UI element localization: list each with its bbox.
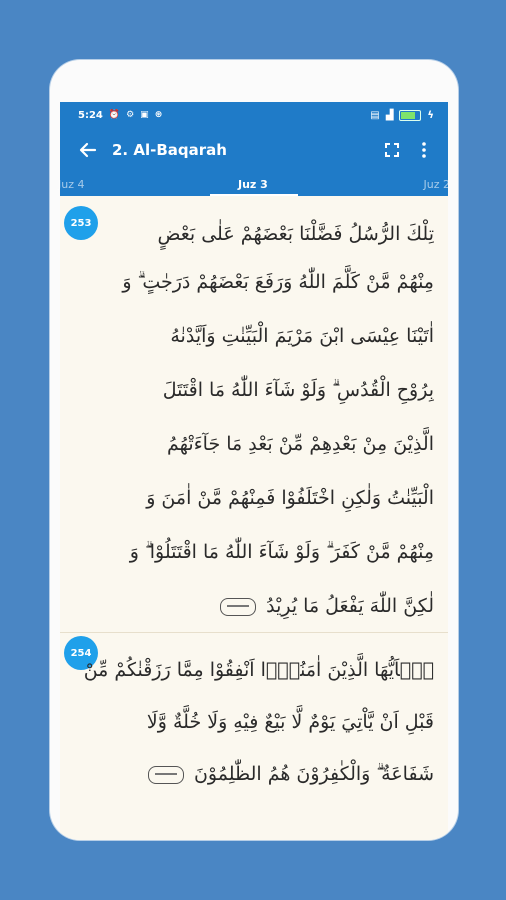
fullscreen-button[interactable]	[376, 134, 408, 166]
ayah-line: تِلْكَ الرُّسُلُ فَضَّلْنَا بَعْضَهُمْ عَلٰى بَعْضٍ	[157, 223, 434, 245]
tab-indicator	[210, 194, 298, 196]
ayah-line: اٰتَيْنَا عِيْسَى ابْنَ مَرْيَمَ الْبَيِّنٰتِ وَاَيَّدْنٰهُ	[170, 325, 434, 347]
status-system-icons	[370, 110, 434, 121]
tab-juz-4[interactable]: Juz 4	[58, 177, 85, 191]
signal-icon: ▟	[385, 109, 394, 121]
status-notification-icons	[109, 110, 162, 120]
app-notification-icon: ▣	[140, 110, 149, 120]
tab-juz-3[interactable]: Juz 3	[238, 177, 268, 191]
back-button[interactable]	[68, 130, 108, 170]
overflow-menu-button[interactable]	[408, 134, 440, 166]
app-bar	[60, 102, 448, 196]
ayah-line: يٰۤاَيُّهَا الَّذِيْنَ اٰمَنُوْۤا اَنْفِقُوْا مِمَّا رَزَقْنٰكُمْ مِّنْ	[83, 659, 434, 681]
battery-icon	[399, 110, 421, 121]
app-screen	[60, 102, 448, 840]
battery-fill	[401, 112, 415, 119]
arrow-left-icon	[79, 141, 97, 159]
ayah-end-marker-icon	[220, 598, 256, 616]
ayah-line: قَبْلِ اَنْ يَّاْتِيَ يَوْمٌ لَّا بَيْعٌ فِيْهِ وَلَا خُلَّةٌ وَّلَا	[146, 711, 434, 733]
ayah-line	[184, 586, 434, 626]
fullscreen-icon	[384, 142, 400, 158]
status-time: 5:24	[78, 109, 103, 121]
tab-juz-2[interactable]: Juz 2	[423, 177, 450, 191]
notification-icon: ⚙	[126, 110, 135, 120]
ayah-line: مِنْهُمْ مَّنْ كَفَرَ ۗ وَلَوْ شَآءَ اللّٰهُ مَا اقْتَتَلُوْا ۗ وَ	[129, 541, 434, 563]
ayah-text: شَفَاعَةٌ ۗ وَالْكٰفِرُوْنَ هُمُ الظّٰلِمُوْنَ	[193, 763, 434, 785]
verse-number-badge: 254	[64, 636, 98, 670]
more-vertical-icon	[421, 141, 427, 159]
toolbar	[60, 128, 448, 172]
status-bar	[60, 102, 448, 128]
ayah-line	[114, 754, 434, 794]
juz-tabs	[60, 172, 448, 196]
ayah-line: الْبَيِّنٰتُ وَلٰكِنِ اخْتَلَفُوْا فَمِنْهُمْ مَّنْ اٰمَنَ وَ	[146, 487, 434, 509]
ayah-line: مِنْهُمْ مَّنْ كَلَّمَ اللّٰهُ وَرَفَعَ بَعْضَهُمْ دَرَجٰتٍ ۗ وَ	[122, 271, 434, 293]
verse-divider	[60, 632, 448, 633]
ayah-line: الَّذِيْنَ مِنْ بَعْدِهِمْ مِّنْ بَعْدِ مَا جَآءَتْهُمُ	[167, 433, 434, 455]
phone-frame	[50, 60, 458, 840]
sync-icon: ⊛	[154, 110, 163, 120]
verse-number-badge: 253	[64, 206, 98, 240]
ayah-text: لٰكِنَّ اللّٰهَ يَفْعَلُ مَا يُرِيْدُ	[266, 595, 434, 617]
ayah-end-marker-icon	[148, 766, 184, 784]
page-title: 2. Al-Baqarah	[112, 141, 227, 159]
data-icon: ▤	[370, 109, 380, 121]
alarm-icon: ⏰	[108, 110, 121, 120]
ayah-line: بِرُوْحِ الْقُدُسِ ۗ وَلَوْ شَآءَ اللّٰهُ مَا اقْتَتَلَ	[162, 379, 434, 401]
charging-icon: ϟ	[427, 109, 434, 121]
